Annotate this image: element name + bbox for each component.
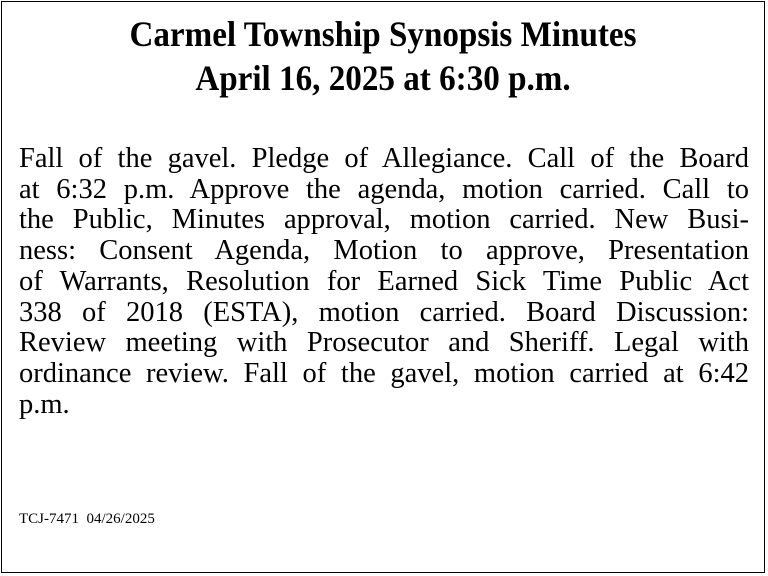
- body-line: p.m.: [19, 388, 70, 420]
- title-line-2: April 16, 2025 at 6:30 p.m.: [195, 58, 571, 98]
- footer-code: TCJ-7471: [19, 511, 79, 527]
- notice-footer: [19, 510, 155, 528]
- legal-notice: [1, 1, 765, 573]
- body-line: 338 of 2018 (ESTA), motion carried. Board Discussion:: [19, 296, 749, 328]
- body-line: the Public, Minutes approval, motion carried. New Busi-: [19, 204, 749, 236]
- body-line: Review meeting with Prosecutor and Sheriff. Legal with: [19, 327, 749, 359]
- body-line: ordinance review. Fall of the gavel, motion carried at 6:42: [19, 357, 749, 389]
- body-line: ness: Consent Agenda, Motion to approve, Presentation: [19, 235, 749, 267]
- body-line: Fall of the gavel. Pledge of Allegiance. Call of the Board: [19, 143, 749, 174]
- notice-title: [2, 12, 764, 100]
- minutes-body: [19, 144, 749, 420]
- title-line-1: Carmel Township Synopsis Minutes: [129, 14, 637, 54]
- body-line: at 6:32 p.m. Approve the agenda, motion carried. Call to: [19, 173, 749, 205]
- footer-date: 04/26/2025: [86, 511, 155, 527]
- body-line: of Warrants, Resolution for Earned Sick Time Public Act: [19, 265, 749, 297]
